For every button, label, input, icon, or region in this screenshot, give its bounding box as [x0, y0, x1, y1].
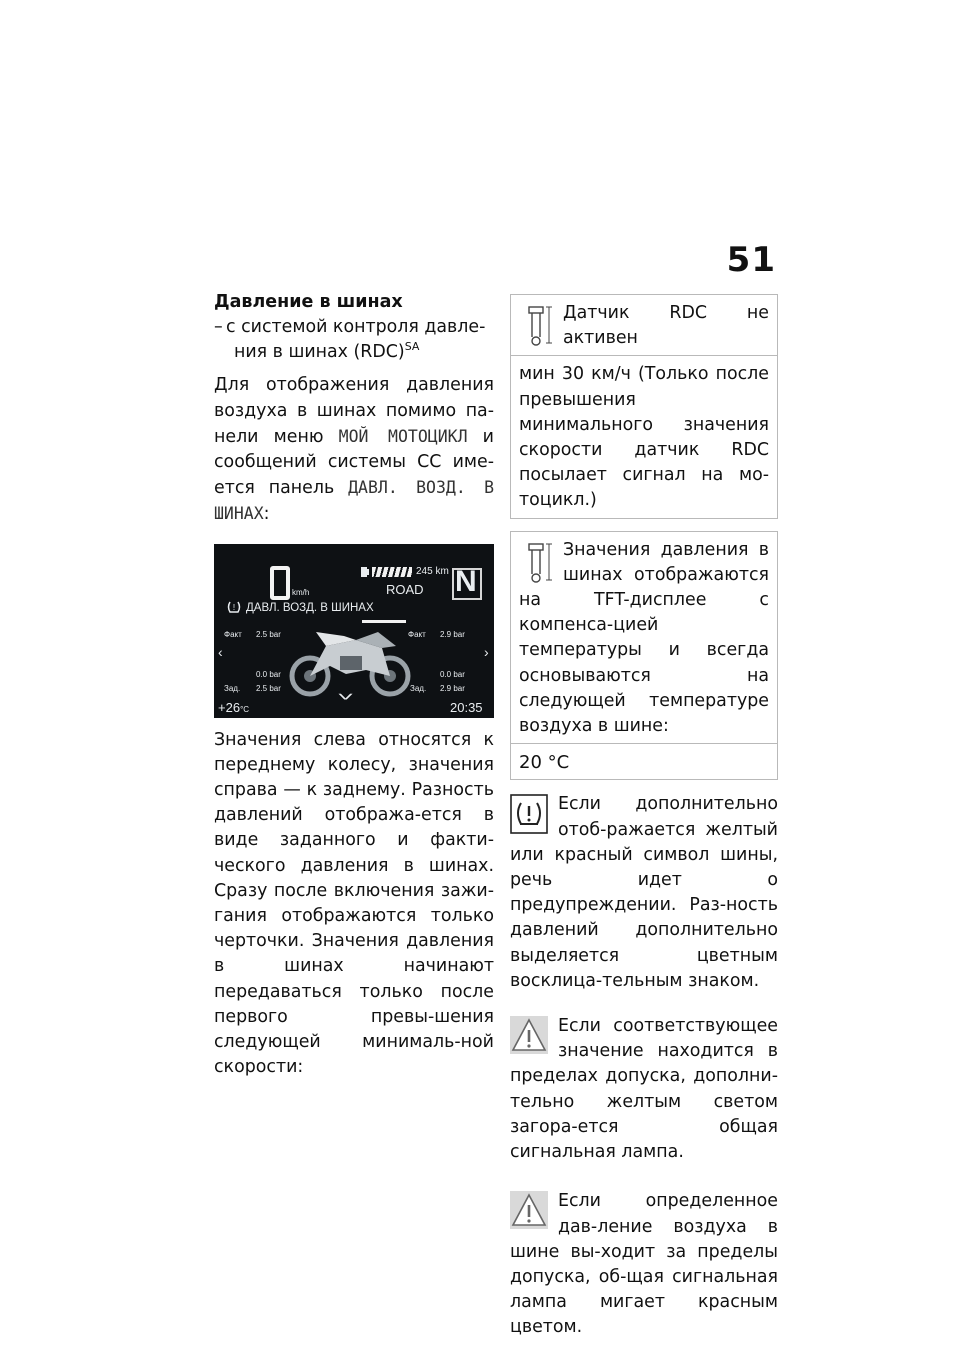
temperature-value: +26°C [218, 699, 250, 715]
page-number: 51 [726, 240, 776, 280]
note-out-of-tolerance-text: Если определенное дав-ление воздуха в шине вы-ходит за пределы допуска, об-щая сигнальная лампа мигает красным цветом. [510, 1191, 778, 1338]
motorcycle-image [286, 626, 416, 698]
temp-compensation-value-row [511, 743, 777, 779]
temp-compensation-header-row [511, 532, 777, 744]
tire-pressure-warning-icon [510, 794, 548, 834]
range-value: 245 km [416, 565, 449, 577]
rear-value-right: 2.9 bar [440, 683, 465, 693]
note-tire-symbol-text: Если дополнительно отоб-ражается желтый или красный символ шины, речь идет о предупреждении. Раз-ность давлений дополнительно выделяется цветным восклица-тельным знаком. [510, 794, 778, 991]
panel-title: ДАВЛ. ВОЗД. В ШИНАХ [246, 601, 374, 614]
fuel-pump-icon [360, 566, 370, 578]
rear-label-left: Зад. [224, 683, 241, 693]
feature-line-2: ния в шинах (RDC)$^{SA}$ [234, 340, 420, 363]
note-out-of-tolerance [510, 1189, 778, 1340]
temp-compensation-value: 20 °C [519, 752, 570, 774]
chevron-right-icon: › [484, 643, 489, 660]
right-column [510, 294, 778, 1341]
temp-compensation-box [510, 531, 778, 781]
warning-triangle-icon [510, 1016, 548, 1054]
diff-left: 0.0 bar [256, 669, 281, 679]
section-title: Давление в шинах [214, 292, 403, 312]
clock-time: 20:35 [450, 699, 483, 715]
rdc-inactive-header: Датчик RDC не активен [563, 303, 769, 349]
sensor-icon [519, 303, 553, 347]
tire-warning-icon [226, 600, 242, 614]
note-general-lamp [510, 1014, 778, 1165]
rdc-inactive-box [510, 294, 778, 519]
feature-dash: – [214, 317, 223, 337]
panel-title-underline [362, 620, 406, 623]
left-column [214, 290, 494, 1080]
temp-compensation-header: Значения давления в шинах отображаются на TFT-дисплее с компенса-цией температуры и всегда основываются на следующей температуре воздуха в шине: [519, 539, 769, 737]
sensor-icon [519, 540, 553, 584]
intro-paragraph: Для отображения давления воздуха в шинах помимо па-нели меню МОЙ МОТОЦИКЛ и сообщений системы СС име-ется панель ДАВЛ. ВОЗД. В ШИНАХ: [214, 375, 495, 525]
feature-note [214, 315, 494, 365]
fuel-gauge [372, 567, 412, 577]
rear-label-right: Зад. [410, 683, 427, 693]
chevron-down-icon: ˅ [337, 689, 354, 704]
note-general-lamp-text: Если соответствующее значение находится в пределах допуска, дополни-тельно желтым светом загора-ется общая сигнальная лампа. [510, 1016, 778, 1163]
front-label-left: Факт [224, 629, 242, 639]
riding-mode: ROAD [386, 581, 424, 597]
feature-line-1: с системой контроля давле- [226, 317, 486, 337]
rear-value-left: 2.5 bar [256, 683, 281, 693]
front-value-right: 2.9 bar [440, 629, 465, 639]
rdc-inactive-header-row [511, 295, 777, 355]
speed-unit: km/h [292, 587, 310, 597]
warning-triangle-icon [510, 1191, 548, 1229]
speed-box [270, 566, 290, 600]
front-label-right: Факт [408, 629, 426, 639]
feature-sup: SA [404, 340, 420, 354]
menu-name: МОЙ МОТОЦИКЛ [338, 426, 468, 446]
gear-indicator: N [455, 564, 477, 598]
note-tire-symbol [510, 792, 778, 994]
chevron-left-icon: ‹ [218, 643, 223, 660]
rdc-inactive-body-row [511, 355, 777, 517]
rdc-inactive-text: мин 30 км/ч (Только после превышения минимального значения скорости датчик RDC посылает сигнал на мо-тоцикл.) [519, 364, 769, 511]
tft-display-image [214, 544, 494, 718]
front-value-left: 2.5 bar [256, 629, 281, 639]
panel-name: ДАВЛ. ВОЗД. В ШИНАХ [214, 478, 495, 524]
svg-text:!: ! [232, 602, 236, 612]
body-paragraph: Значения слева относятся к переднему колесу, значения справа — к заднему. Разность давлений отобража-ется в виде заданного и факти-ческого давления в шинах. Сразу после включения зажи-гания отображаются только черточки. Значения давления в шинах начинают передаваться только после первого превы-шения следующей минималь-ной скорости: [214, 729, 494, 1078]
diff-right: 0.0 bar [440, 669, 465, 679]
